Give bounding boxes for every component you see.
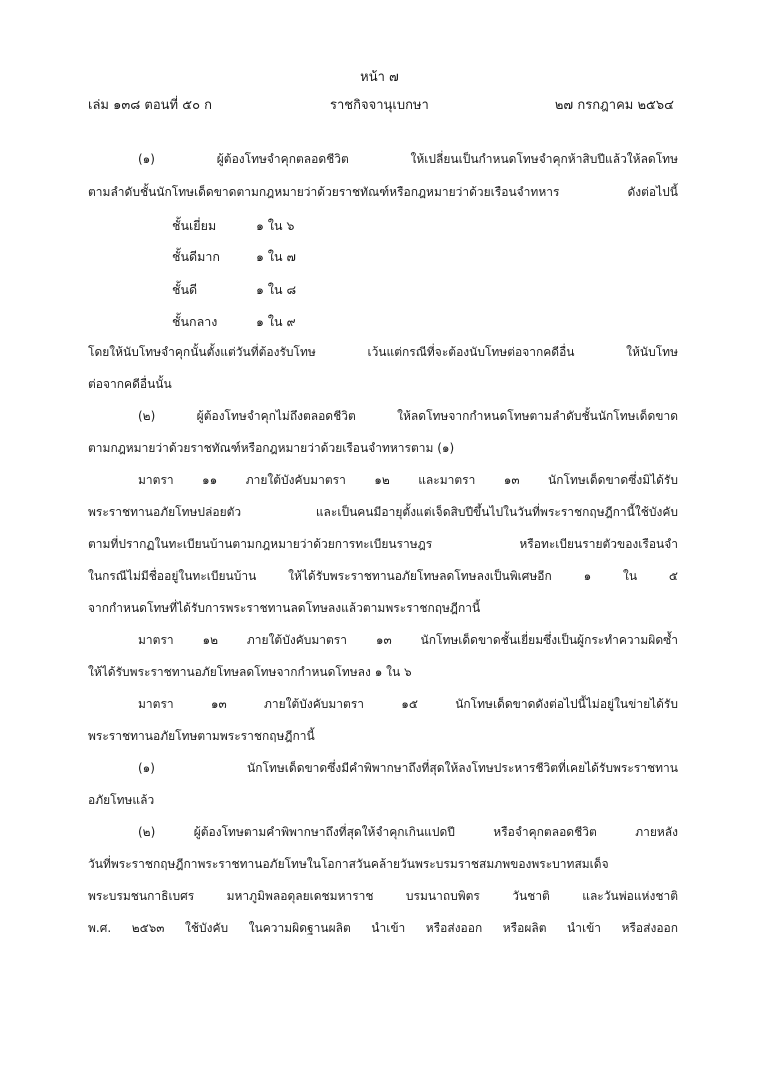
body-line: (๑) ผู้ต้องโทษจำคุกตลอดชีวิต ให้เปลี่ยนเป็นกำหนดโทษจำคุกห้าสิบปีแล้วให้ลดโทษ: [138, 152, 678, 166]
body-line: จากกำหนดโทษที่ได้รับการพระราชทานลดโทษลงแล้วตามพระราชกฤษฎีกานี้: [88, 601, 481, 615]
grade-ratio: ๑ ใน ๗: [256, 249, 296, 264]
body-line: (๒) ผู้ต้องโทษตามคำพิพากษาถึงที่สุดให้จำคุกเกินแปดปี หรือจำคุกตลอดชีวิต ภายหลัง: [138, 825, 678, 839]
body-line: ให้ได้รับพระราชทานอภัยโทษลดโทษจากกำหนดโทษลง ๑ ใน ๖: [88, 665, 412, 679]
grade-label: ชั้นดีมาก: [172, 249, 220, 264]
gazette-header: [88, 94, 674, 114]
body-line: พ.ศ. ๒๕๖๓ ใช้บังคับ ในความผิดฐานผลิต นำเข้า หรือส่งออก หรือผลิต นำเข้า หรือส่งออก: [88, 921, 678, 935]
body-line: พระบรมชนกาธิเบศร มหาภูมิพลอดุลยเดชมหาราช บรมนาถบพิตร วันชาติ และวันพ่อแห่งชาติ: [88, 889, 678, 903]
body-line: ตามที่ปรากฏในทะเบียนบ้านตามกฎหมายว่าด้วยการทะเบียนราษฎร หรือทะเบียนรายตัวของเรือนจำ: [88, 537, 678, 551]
body-line: ตามลำดับชั้นนักโทษเด็ดขาดตามกฎหมายว่าด้วยราชทัณฑ์หรือกฎหมายว่าด้วยเรือนจำทหาร ดังต่อไปนี้: [88, 185, 678, 199]
grade-ratio: ๑ ใน ๘: [256, 282, 297, 297]
gazette-title: ราชกิจจานุเบกษา: [330, 98, 429, 113]
grade-label: ชั้นเยี่ยม: [172, 218, 217, 233]
page-number: หน้า ๗: [360, 70, 399, 85]
grade-ratio: ๑ ใน ๖: [256, 218, 295, 233]
body-line: มาตรา ๑๓ ภายใต้บังคับมาตรา ๑๕ นักโทษเด็ดขาดดังต่อไปนี้ไม่อยู่ในข่ายได้รับ: [138, 697, 678, 711]
grade-label: ชั้นดี: [172, 282, 198, 297]
body-line: โดยให้นับโทษจำคุกนั้นตั้งแต่วันที่ต้องรับโทษ เว้นแต่กรณีที่จะต้องนับโทษต่อจากคดีอื่น ให้นับโทษ: [88, 345, 678, 359]
publication-date: ๒๗ กรกฎาคม ๒๕๖๔: [554, 98, 674, 113]
body-line: อภัยโทษแล้ว: [88, 793, 155, 807]
volume-issue: เล่ม ๑๓๘ ตอนที่ ๕๐ ก: [88, 98, 213, 113]
body-line: วันที่พระราชกฤษฎีกาพระราชทานอภัยโทษในโอกาสวันคล้ายวันพระบรมราชสมภพของพระบาทสมเด็จ: [88, 857, 609, 871]
body-line: (๒) ผู้ต้องโทษจำคุกไม่ถึงตลอดชีวิต ให้ลดโทษจากกำหนดโทษตามลำดับชั้นนักโทษเด็ดขาด: [138, 409, 678, 423]
grade-label: ชั้นกลาง: [172, 314, 218, 329]
grade-ratio: ๑ ใน ๙: [256, 314, 296, 329]
body-line: ต่อจากคดีอื่นนั้น: [88, 377, 172, 391]
body-line: พระราชทานอภัยโทษปล่อยตัว และเป็นคนมีอายุตั้งแต่เจ็ดสิบปีขึ้นไปในวันที่พระราชกฤษฎีกานี้ใช้บังคับ: [88, 505, 678, 519]
body-line: มาตรา ๑๒ ภายใต้บังคับมาตรา ๑๓ นักโทษเด็ดขาดชั้นเยี่ยมซึ่งเป็นผู้กระทำความผิดซ้ำ: [138, 633, 678, 647]
body-line: พระราชทานอภัยโทษตามพระราชกฤษฎีกานี้: [88, 729, 315, 743]
body-line: ตามกฎหมายว่าด้วยราชทัณฑ์หรือกฎหมายว่าด้วยเรือนจำทหารตาม (๑): [88, 441, 455, 455]
body-line: ในกรณีไม่มีชื่ออยู่ในทะเบียนบ้าน ให้ได้รับพระราชทานอภัยโทษลดโทษลงเป็นพิเศษอีก ๑ ใน ๕: [88, 569, 678, 583]
body-line: (๑) นักโทษเด็ดขาดซึ่งมีคำพิพากษาถึงที่สุดให้ลงโทษประหารชีวิตที่เคยได้รับพระราชทาน: [138, 761, 678, 775]
body-line: มาตรา ๑๑ ภายใต้บังคับมาตรา ๑๒ และมาตรา ๑๓ นักโทษเด็ดขาดซึ่งมิได้รับ: [138, 473, 678, 487]
